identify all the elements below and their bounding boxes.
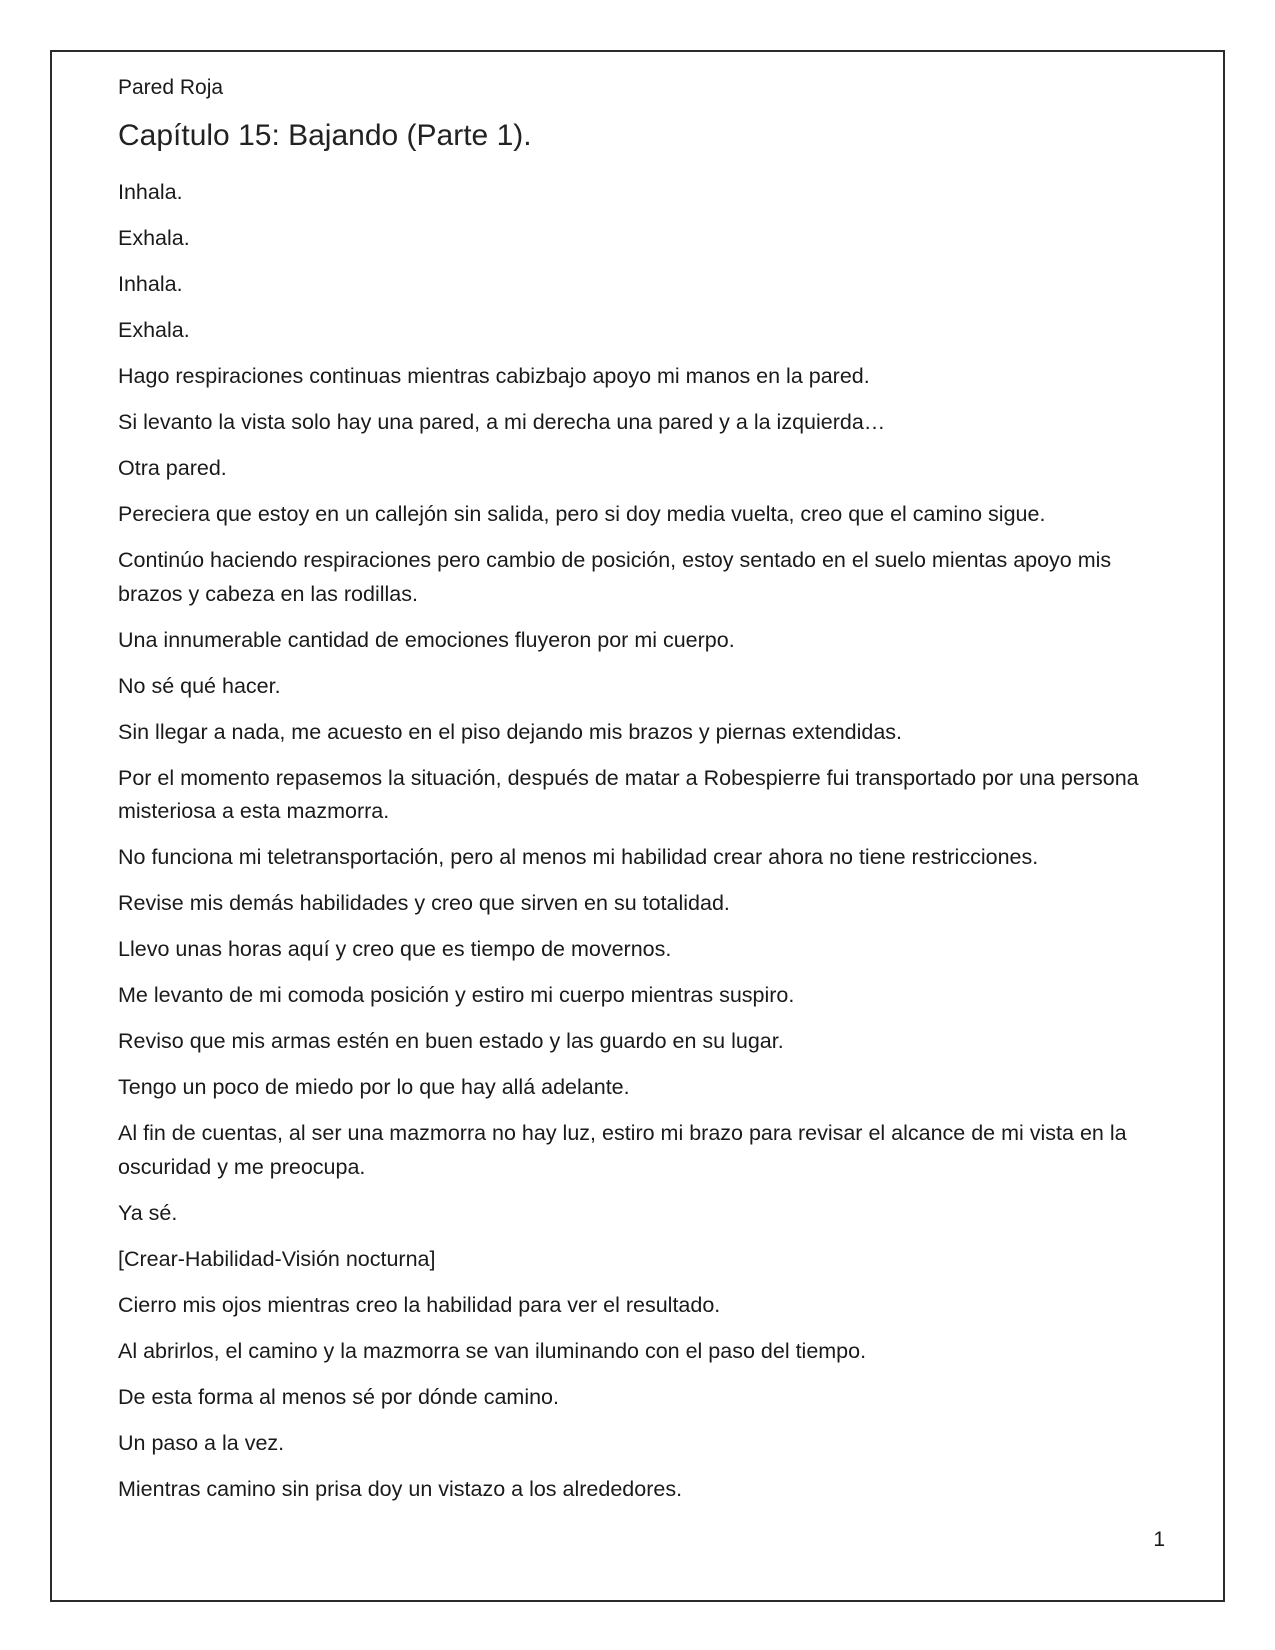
paragraph: Ya sé. [118, 1200, 178, 1225]
paragraph: Exhala. [118, 318, 190, 342]
chapter-body [118, 176, 1148, 1519]
paragraph: Por el momento repasemos la situación, después de matar a Robespierre fui transportado por una persona misteriosa a esta mazmorra. [118, 765, 1139, 823]
running-header: Pared Roja [118, 76, 224, 99]
paragraph: Si levanto la vista solo hay una pared, a mi derecha una pared y a la izquierda… [118, 410, 886, 434]
paragraph: Al fin de cuentas, al ser una mazmorra no hay luz, estiro mi brazo para revisar el alcance de mi vista en la oscuridad y me preocupa. [118, 1121, 1127, 1179]
paragraph: Revise mis demás habilidades y creo que sirven en su totalidad. [118, 891, 730, 915]
paragraph: Cierro mis ojos mientras creo la habilidad para ver el resultado. [118, 1292, 721, 1317]
paragraph: Hago respiraciones continuas mientras cabizbajo apoyo mi manos en la pared. [118, 364, 870, 388]
paragraph: Mientras camino sin prisa doy un vistazo a los alrededores. [118, 1476, 683, 1501]
paragraph: Continúo haciendo respiraciones pero cambio de posición, estoy sentado en el suelo mientas apoyo mis brazos y cabeza en las rodillas. [118, 548, 1112, 606]
paragraph: No sé qué hacer. [118, 673, 281, 698]
paragraph: [Crear-Habilidad-Visión nocturna] [118, 1246, 436, 1271]
paragraph: Tengo un poco de miedo por lo que hay allá adelante. [118, 1075, 630, 1099]
paragraph: De esta forma al menos sé por dónde camino. [118, 1384, 559, 1409]
paragraph: Exhala. [118, 226, 190, 250]
paragraph: Otra pared. [118, 456, 227, 480]
chapter-title: Capítulo 15: Bajando (Parte 1). [118, 119, 532, 152]
page-number: 1 [1153, 1528, 1165, 1551]
paragraph: Inhala. [118, 272, 183, 296]
paragraph: Inhala. [118, 180, 183, 204]
paragraph: Pereciera que estoy en un callejón sin salida, pero si doy media vuelta, creo que el camino sigue. [118, 502, 1046, 526]
paragraph: Sin llegar a nada, me acuesto en el piso dejando mis brazos y piernas extendidas. [118, 719, 903, 744]
paragraph: Reviso que mis armas estén en buen estado y las guardo en su lugar. [118, 1029, 784, 1053]
paragraph: Una innumerable cantidad de emociones fluyeron por mi cuerpo. [118, 627, 735, 652]
paragraph: Me levanto de mi comoda posición y estiro mi cuerpo mientras suspiro. [118, 983, 795, 1007]
paragraph: Al abrirlos, el camino y la mazmorra se van iluminando con el paso del tiempo. [118, 1338, 867, 1363]
paragraph: No funciona mi teletransportación, pero al menos mi habilidad crear ahora no tiene restricciones. [118, 845, 1039, 869]
paragraph: Llevo unas horas aquí y creo que es tiempo de movernos. [118, 937, 672, 961]
paragraph: Un paso a la vez. [118, 1430, 285, 1455]
